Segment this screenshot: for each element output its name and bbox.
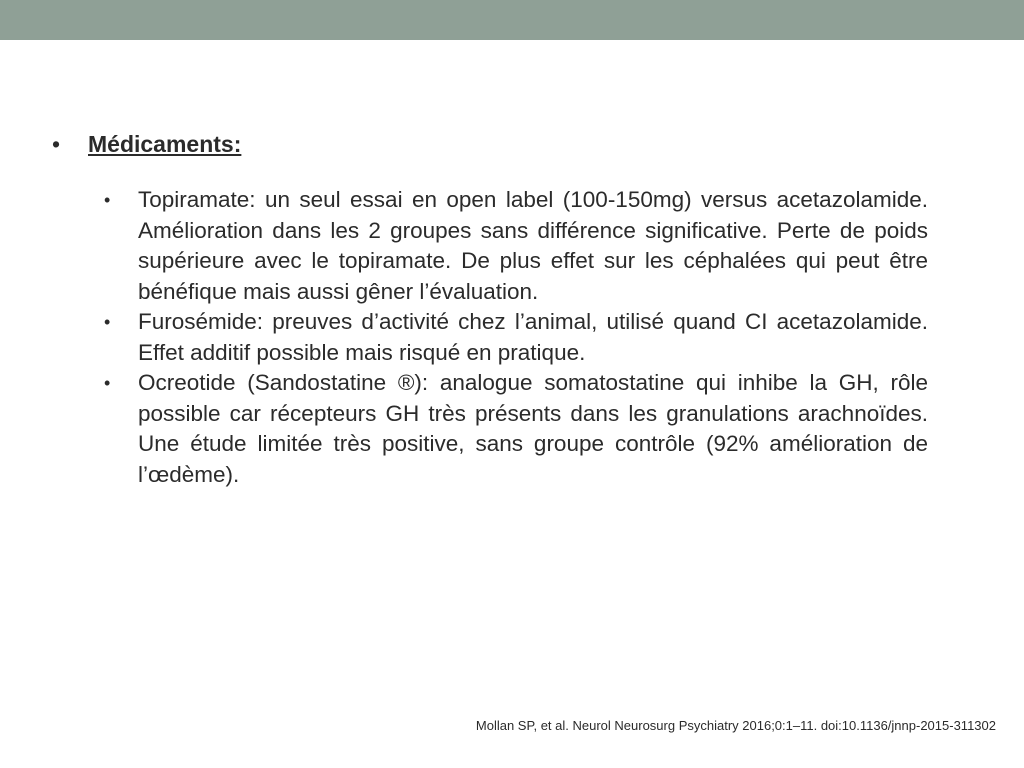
- list-item-furosemide: [104, 307, 932, 368]
- list-item-text: Topiramate: un seul essai en open label (100-150mg) versus acetazolamide. Amélioration dans les 2 groupes sans différence significative. Perte de poids supérieure avec le topiramate. De plus effet sur les céphalées qui peut être bénéfique mais aussi gêner l’évaluation.: [138, 187, 928, 304]
- bullet-marker: •: [52, 131, 61, 157]
- main-bullet: [52, 128, 932, 160]
- slide-content: [52, 128, 932, 490]
- list-item-text: Ocreotide (Sandostatine ®): analogue somatostatine qui inhibe la GH, rôle possible car récepteurs GH très présents dans les granulations arachnoïdes. Une étude limitée très positive, sans groupe contrôle (92% amélioration de l’œdème).: [138, 370, 928, 487]
- list-item-text: Furosémide: preuves d’activité chez l’animal, utilisé quand CI acetazolamide. Effet additif possible mais risqué en pratique.: [138, 309, 928, 365]
- bullet-marker: •: [104, 373, 111, 393]
- medication-list: [104, 185, 932, 490]
- bullet-marker: •: [104, 190, 111, 210]
- slide-header-bar: [0, 0, 1024, 40]
- citation-reference: Mollan SP, et al. Neurol Neurosurg Psychiatry 2016;0:1–11. doi:10.1136/jnnp-2015-311302: [475, 718, 996, 733]
- bullet-marker: •: [104, 312, 111, 332]
- list-item-ocreotide: [104, 368, 932, 490]
- list-item-topiramate: [104, 185, 932, 307]
- section-heading: Médicaments:: [88, 131, 242, 157]
